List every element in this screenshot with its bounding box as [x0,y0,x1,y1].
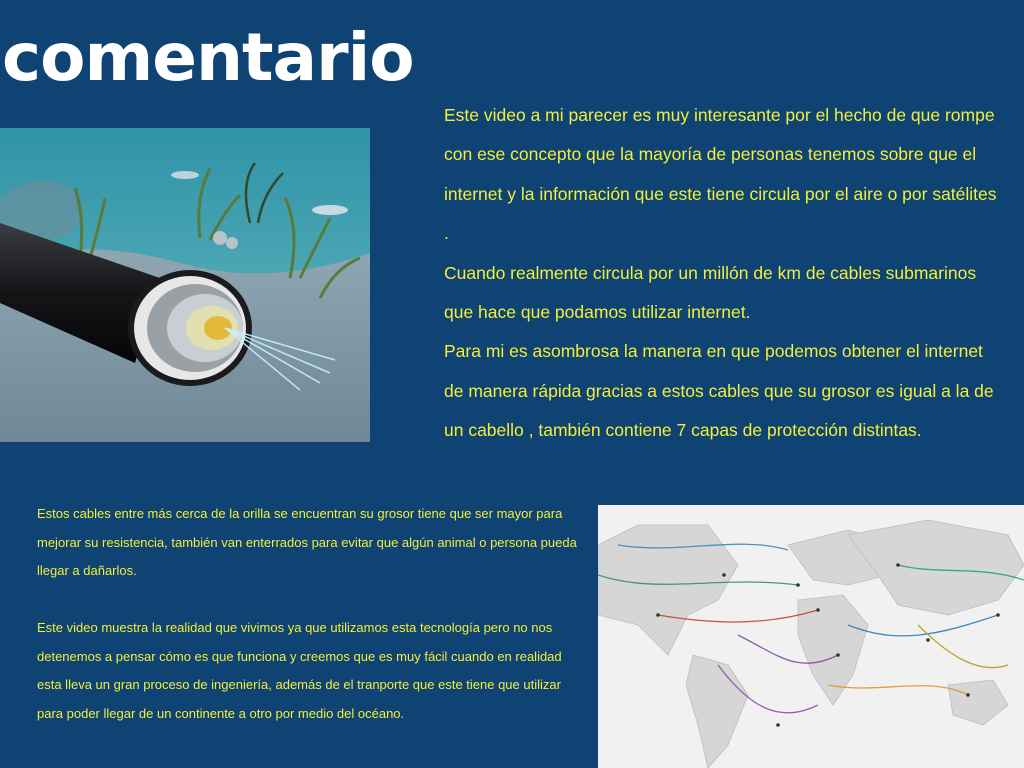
main-paragraph: Cuando realmente circula por un millón de km de cables submarinos que hace que podamos utilizar internet. [444,262,977,323]
cable-world-map-image [598,505,1024,768]
submarine-cable-image [0,128,370,442]
main-commentary [444,96,1004,451]
main-paragraph: Para mi es asombrosa la manera en que podemos obtener el internet de manera rápida gracias a estos cables que su grosor es igual a la de un cabello , también contiene 7 capas de protección distintas. [444,341,994,441]
secondary-paragraph: Estos cables entre más cerca de la orilla se encuentran su grosor tiene que ser mayor para mejorar su resistencia, también van enterrados para evitar que algún animal o persona pueda llegar a dañarlos. [37,506,577,578]
main-paragraph: Este video a mi parecer es muy interesante por el hecho de que rompe con ese concepto que la mayoría de personas tenemos sobre que el internet y la información que este tiene circula por el aire o por satélites . [444,105,997,244]
secondary-paragraph: Este video muestra la realidad que vivimos ya que utilizamos esta tecnología pero no nos detenemos a pensar cómo es que funciona y creemos que es muy fácil cuando en realidad esta lleva un gran proceso de ingeniería, además de el tranporte que este tiene que utilizar para poder llegar de un continente a otro por medio del océano. [37,620,562,721]
secondary-commentary [37,500,577,728]
page-title: comentario [2,19,414,96]
